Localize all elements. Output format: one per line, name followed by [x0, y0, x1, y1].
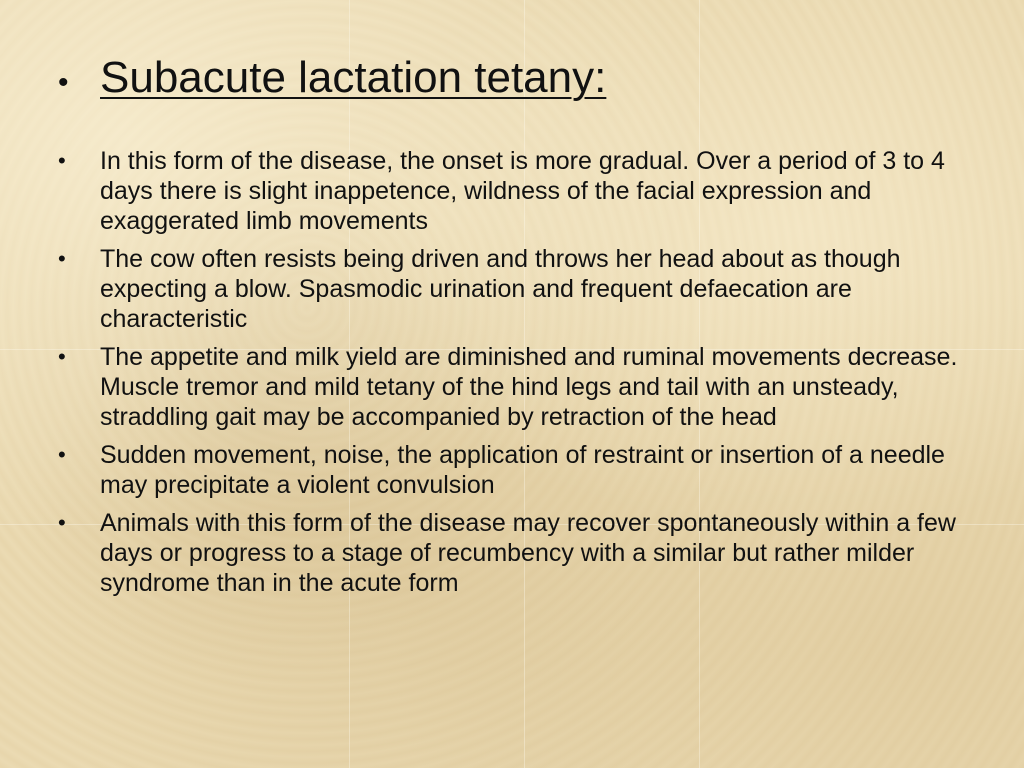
bullet-icon: • [58, 246, 66, 271]
bullet-text: Sudden movement, noise, the application of restraint or insertion of a needle may precipitate a violent convulsion [100, 441, 945, 499]
bullet-item [58, 508, 968, 598]
bullet-text: Animals with this form of the disease may recover spontaneously within a few days or progress to a stage of recumbency with a similar but rather milder syndrome than in the acute form [100, 509, 956, 597]
bullet-text: The appetite and milk yield are diminished and ruminal movements decrease. Muscle tremor and mild tetany of the hind legs and tail with an unsteady, straddling gait may be accompanied by retraction of the head [100, 343, 958, 431]
bullet-item [58, 440, 968, 500]
slide-title-text: Subacute lactation tetany: [100, 53, 607, 102]
bullet-icon: • [58, 510, 66, 535]
title-bullet: • [58, 66, 69, 99]
bullet-item [58, 146, 968, 236]
bullet-icon: • [58, 148, 66, 173]
bullet-item [58, 342, 968, 432]
bullet-text: The cow often resists being driven and throws her head about as though expecting a blow. Spasmodic urination and frequent defaecation are characteristic [100, 245, 901, 333]
bullet-text: In this form of the disease, the onset is more gradual. Over a period of 3 to 4 days there is slight inappetence, wildness of the facial expression and exaggerated limb movements [100, 147, 945, 235]
slide-title [58, 48, 606, 113]
bullet-icon: • [58, 442, 66, 467]
bullet-icon: • [58, 344, 66, 369]
bullet-list [58, 146, 968, 606]
bullet-item [58, 244, 968, 334]
